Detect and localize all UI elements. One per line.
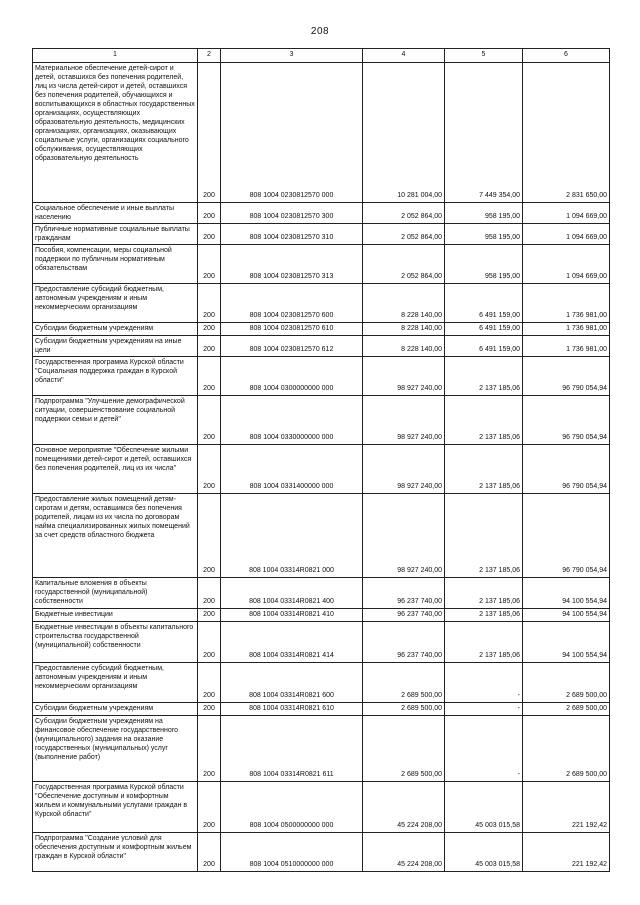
row-value-4: 2 689 500,00 (363, 663, 445, 703)
row-classification-code: 808 1004 0300000000 000 (221, 357, 363, 396)
row-code-2: 200 (198, 609, 221, 622)
row-value-4: 2 052 864,00 (363, 245, 445, 284)
row-value-5: 6 491 159,00 (445, 323, 523, 336)
row-value-4: 98 927 240,00 (363, 357, 445, 396)
row-code-2: 200 (198, 833, 221, 872)
row-name: Предоставление жилых помещений детям-сиротам и детям, оставшимся без попечения родителей, лицам из их числа по договорам найма специализированных жилых помещений за счет средств областного бюджета (33, 494, 198, 578)
row-value-6: 94 100 554,94 (523, 609, 610, 622)
column-header-3: 3 (221, 49, 363, 63)
row-code-2: 200 (198, 63, 221, 203)
row-value-5: 6 491 159,00 (445, 284, 523, 323)
row-classification-code: 808 1004 03314R0821 400 (221, 578, 363, 609)
row-name: Бюджетные инвестиции (33, 609, 198, 622)
table-row (33, 357, 610, 396)
table-row (33, 578, 610, 609)
row-value-6: 1 094 669,00 (523, 224, 610, 245)
row-classification-code: 808 1004 0330000000 000 (221, 396, 363, 445)
page-number: 208 (310, 26, 330, 37)
row-value-5: 45 003 015,58 (445, 833, 523, 872)
row-code-2: 200 (198, 284, 221, 323)
table-row (33, 622, 610, 663)
row-value-6: 96 790 054,94 (523, 494, 610, 578)
row-name: Основное мероприятие "Обеспечение жилыми помещениями детей-сирот и детей, оставшихся без попечения родителей, лиц из их числа" (33, 445, 198, 494)
row-classification-code: 808 1004 0230812570 310 (221, 224, 363, 245)
row-value-6: 2 831 650,00 (523, 63, 610, 203)
row-value-4: 45 224 208,00 (363, 782, 445, 833)
table-row (33, 203, 610, 224)
table-row (33, 663, 610, 703)
row-code-2: 200 (198, 203, 221, 224)
row-classification-code: 808 1004 03314R0821 414 (221, 622, 363, 663)
row-name: Предоставление субсидий бюджетным, автономным учреждениям и иным некоммерческим организациям (33, 663, 198, 703)
row-classification-code: 808 1004 0230812570 000 (221, 63, 363, 203)
row-code-2: 200 (198, 622, 221, 663)
row-name: Пособия, компенсации, меры социальной поддержки по публичным нормативным обязательствам (33, 245, 198, 284)
row-value-6: 1 736 981,00 (523, 284, 610, 323)
row-name: Публичные нормативные социальные выплаты гражданам (33, 224, 198, 245)
row-value-4: 98 927 240,00 (363, 396, 445, 445)
table-row (33, 245, 610, 284)
row-value-6: 1 736 981,00 (523, 323, 610, 336)
row-value-6: 2 689 500,00 (523, 663, 610, 703)
table-row (33, 716, 610, 782)
row-classification-code: 808 1004 03314R0821 611 (221, 716, 363, 782)
row-value-6: 94 100 554,94 (523, 578, 610, 609)
row-value-6: 1 094 669,00 (523, 203, 610, 224)
row-value-4: 45 224 208,00 (363, 833, 445, 872)
row-classification-code: 808 1004 0331400000 000 (221, 445, 363, 494)
table-row (33, 445, 610, 494)
row-code-2: 200 (198, 245, 221, 284)
row-value-5: 2 137 185,06 (445, 609, 523, 622)
column-header-1: 1 (33, 49, 198, 63)
row-name: Бюджетные инвестиции в объекты капитального строительства государственной (муниципальной) собственности (33, 622, 198, 663)
row-name: Социальное обеспечение и иные выплаты населению (33, 203, 198, 224)
column-header-5: 5 (445, 49, 523, 63)
row-classification-code: 808 1004 0230812570 610 (221, 323, 363, 336)
row-value-6: 96 790 054,94 (523, 445, 610, 494)
table-body (33, 49, 610, 872)
table-row (33, 63, 610, 203)
row-value-6: 94 100 554,94 (523, 622, 610, 663)
row-classification-code: 808 1004 0230812570 300 (221, 203, 363, 224)
table-row (33, 284, 610, 323)
row-value-4: 2 052 864,00 (363, 224, 445, 245)
row-value-6: 221 192,42 (523, 833, 610, 872)
row-value-4: 96 237 740,00 (363, 578, 445, 609)
row-code-2: 200 (198, 224, 221, 245)
row-classification-code: 808 1004 0500000000 000 (221, 782, 363, 833)
row-classification-code: 808 1004 03314R0821 610 (221, 703, 363, 716)
row-value-6: 2 689 500,00 (523, 716, 610, 782)
table-row (33, 782, 610, 833)
table-row (33, 336, 610, 357)
row-code-2: 200 (198, 716, 221, 782)
row-value-4: 8 228 140,00 (363, 336, 445, 357)
row-value-4: 2 689 500,00 (363, 716, 445, 782)
row-code-2: 200 (198, 663, 221, 703)
row-code-2: 200 (198, 494, 221, 578)
row-classification-code: 808 1004 0230812570 612 (221, 336, 363, 357)
row-value-4: 2 052 864,00 (363, 203, 445, 224)
row-classification-code: 808 1004 0510000000 000 (221, 833, 363, 872)
row-code-2: 200 (198, 578, 221, 609)
table-row (33, 224, 610, 245)
row-value-5: 7 449 354,00 (445, 63, 523, 203)
row-value-5: 958 195,00 (445, 203, 523, 224)
column-header-6: 6 (523, 49, 610, 63)
row-classification-code: 808 1004 03314R0821 410 (221, 609, 363, 622)
row-value-5: - (445, 703, 523, 716)
row-name: Субсидии бюджетным учреждениям на иные цели (33, 336, 198, 357)
row-code-2: 200 (198, 445, 221, 494)
table-row (33, 494, 610, 578)
row-value-6: 96 790 054,94 (523, 357, 610, 396)
row-value-5: 2 137 185,06 (445, 494, 523, 578)
row-value-6: 2 689 500,00 (523, 703, 610, 716)
table-row (33, 833, 610, 872)
row-value-5: 6 491 159,00 (445, 336, 523, 357)
row-value-4: 10 281 004,00 (363, 63, 445, 203)
row-value-5: - (445, 663, 523, 703)
row-code-2: 200 (198, 323, 221, 336)
row-name: Государственная программа Курской области "Социальная поддержка граждан в Курской области" (33, 357, 198, 396)
row-name: Материальное обеспечение детей-сирот и детей, оставшихся без попечения родителей, лиц из числа детей-сирот и детей, оставшихся без попечения родителей, обучающихся и воспитывающихся в областных государственных организациях, осуществляющих образовательную деятельность, медицинских организациях, организациях, оказывающих социальные услуги, организациях социального обслуживания, осуществляющих образовательную деятельность (33, 63, 198, 203)
row-value-5: 2 137 185,06 (445, 578, 523, 609)
column-header-2: 2 (198, 49, 221, 63)
row-value-4: 2 689 500,00 (363, 703, 445, 716)
row-value-5: 2 137 185,06 (445, 622, 523, 663)
table-row (33, 323, 610, 336)
row-name: Капитальные вложения в объекты государственной (муниципальной) собственности (33, 578, 198, 609)
row-code-2: 200 (198, 396, 221, 445)
row-value-5: 2 137 185,06 (445, 396, 523, 445)
row-value-5: 958 195,00 (445, 245, 523, 284)
row-value-5: - (445, 716, 523, 782)
table-row (33, 703, 610, 716)
row-value-5: 45 003 015,58 (445, 782, 523, 833)
row-value-5: 2 137 185,06 (445, 445, 523, 494)
row-name: Субсидии бюджетным учреждениям (33, 323, 198, 336)
row-name: Субсидии бюджетным учреждениям (33, 703, 198, 716)
row-value-4: 96 237 740,00 (363, 622, 445, 663)
row-value-4: 96 237 740,00 (363, 609, 445, 622)
row-name: Государственная программа Курской области "Обеспечение доступным и комфортным жильем и коммунальными услугами граждан в Курской области" (33, 782, 198, 833)
row-value-4: 98 927 240,00 (363, 445, 445, 494)
row-classification-code: 808 1004 03314R0821 000 (221, 494, 363, 578)
column-number-row (33, 49, 610, 63)
row-value-4: 98 927 240,00 (363, 494, 445, 578)
column-header-4: 4 (363, 49, 445, 63)
row-value-6: 221 192,42 (523, 782, 610, 833)
row-name: Подпрограмма "Улучшение демографической ситуации, совершенствование социальной поддержки семьи и детей" (33, 396, 198, 445)
budget-table (32, 48, 610, 872)
row-code-2: 200 (198, 782, 221, 833)
row-classification-code: 808 1004 0230812570 600 (221, 284, 363, 323)
row-classification-code: 808 1004 0230812570 313 (221, 245, 363, 284)
row-classification-code: 808 1004 03314R0821 600 (221, 663, 363, 703)
row-code-2: 200 (198, 336, 221, 357)
row-code-2: 200 (198, 357, 221, 396)
row-value-6: 96 790 054,94 (523, 396, 610, 445)
row-name: Подпрограмма "Создание условий для обеспечения доступным и комфортным жильем граждан в Курской области" (33, 833, 198, 872)
row-value-5: 2 137 185,06 (445, 357, 523, 396)
row-name: Субсидии бюджетным учреждениям на финансовое обеспечение государственного (муниципального) задания на оказание государственных (муниципальных) услуг (выполнение работ) (33, 716, 198, 782)
row-value-5: 958 195,00 (445, 224, 523, 245)
row-value-6: 1 094 669,00 (523, 245, 610, 284)
row-value-6: 1 736 981,00 (523, 336, 610, 357)
row-name: Предоставление субсидий бюджетным, автономным учреждениям и иным некоммерческим организациям (33, 284, 198, 323)
table-row (33, 609, 610, 622)
row-value-4: 8 228 140,00 (363, 284, 445, 323)
table-row (33, 396, 610, 445)
row-code-2: 200 (198, 703, 221, 716)
row-value-4: 8 228 140,00 (363, 323, 445, 336)
